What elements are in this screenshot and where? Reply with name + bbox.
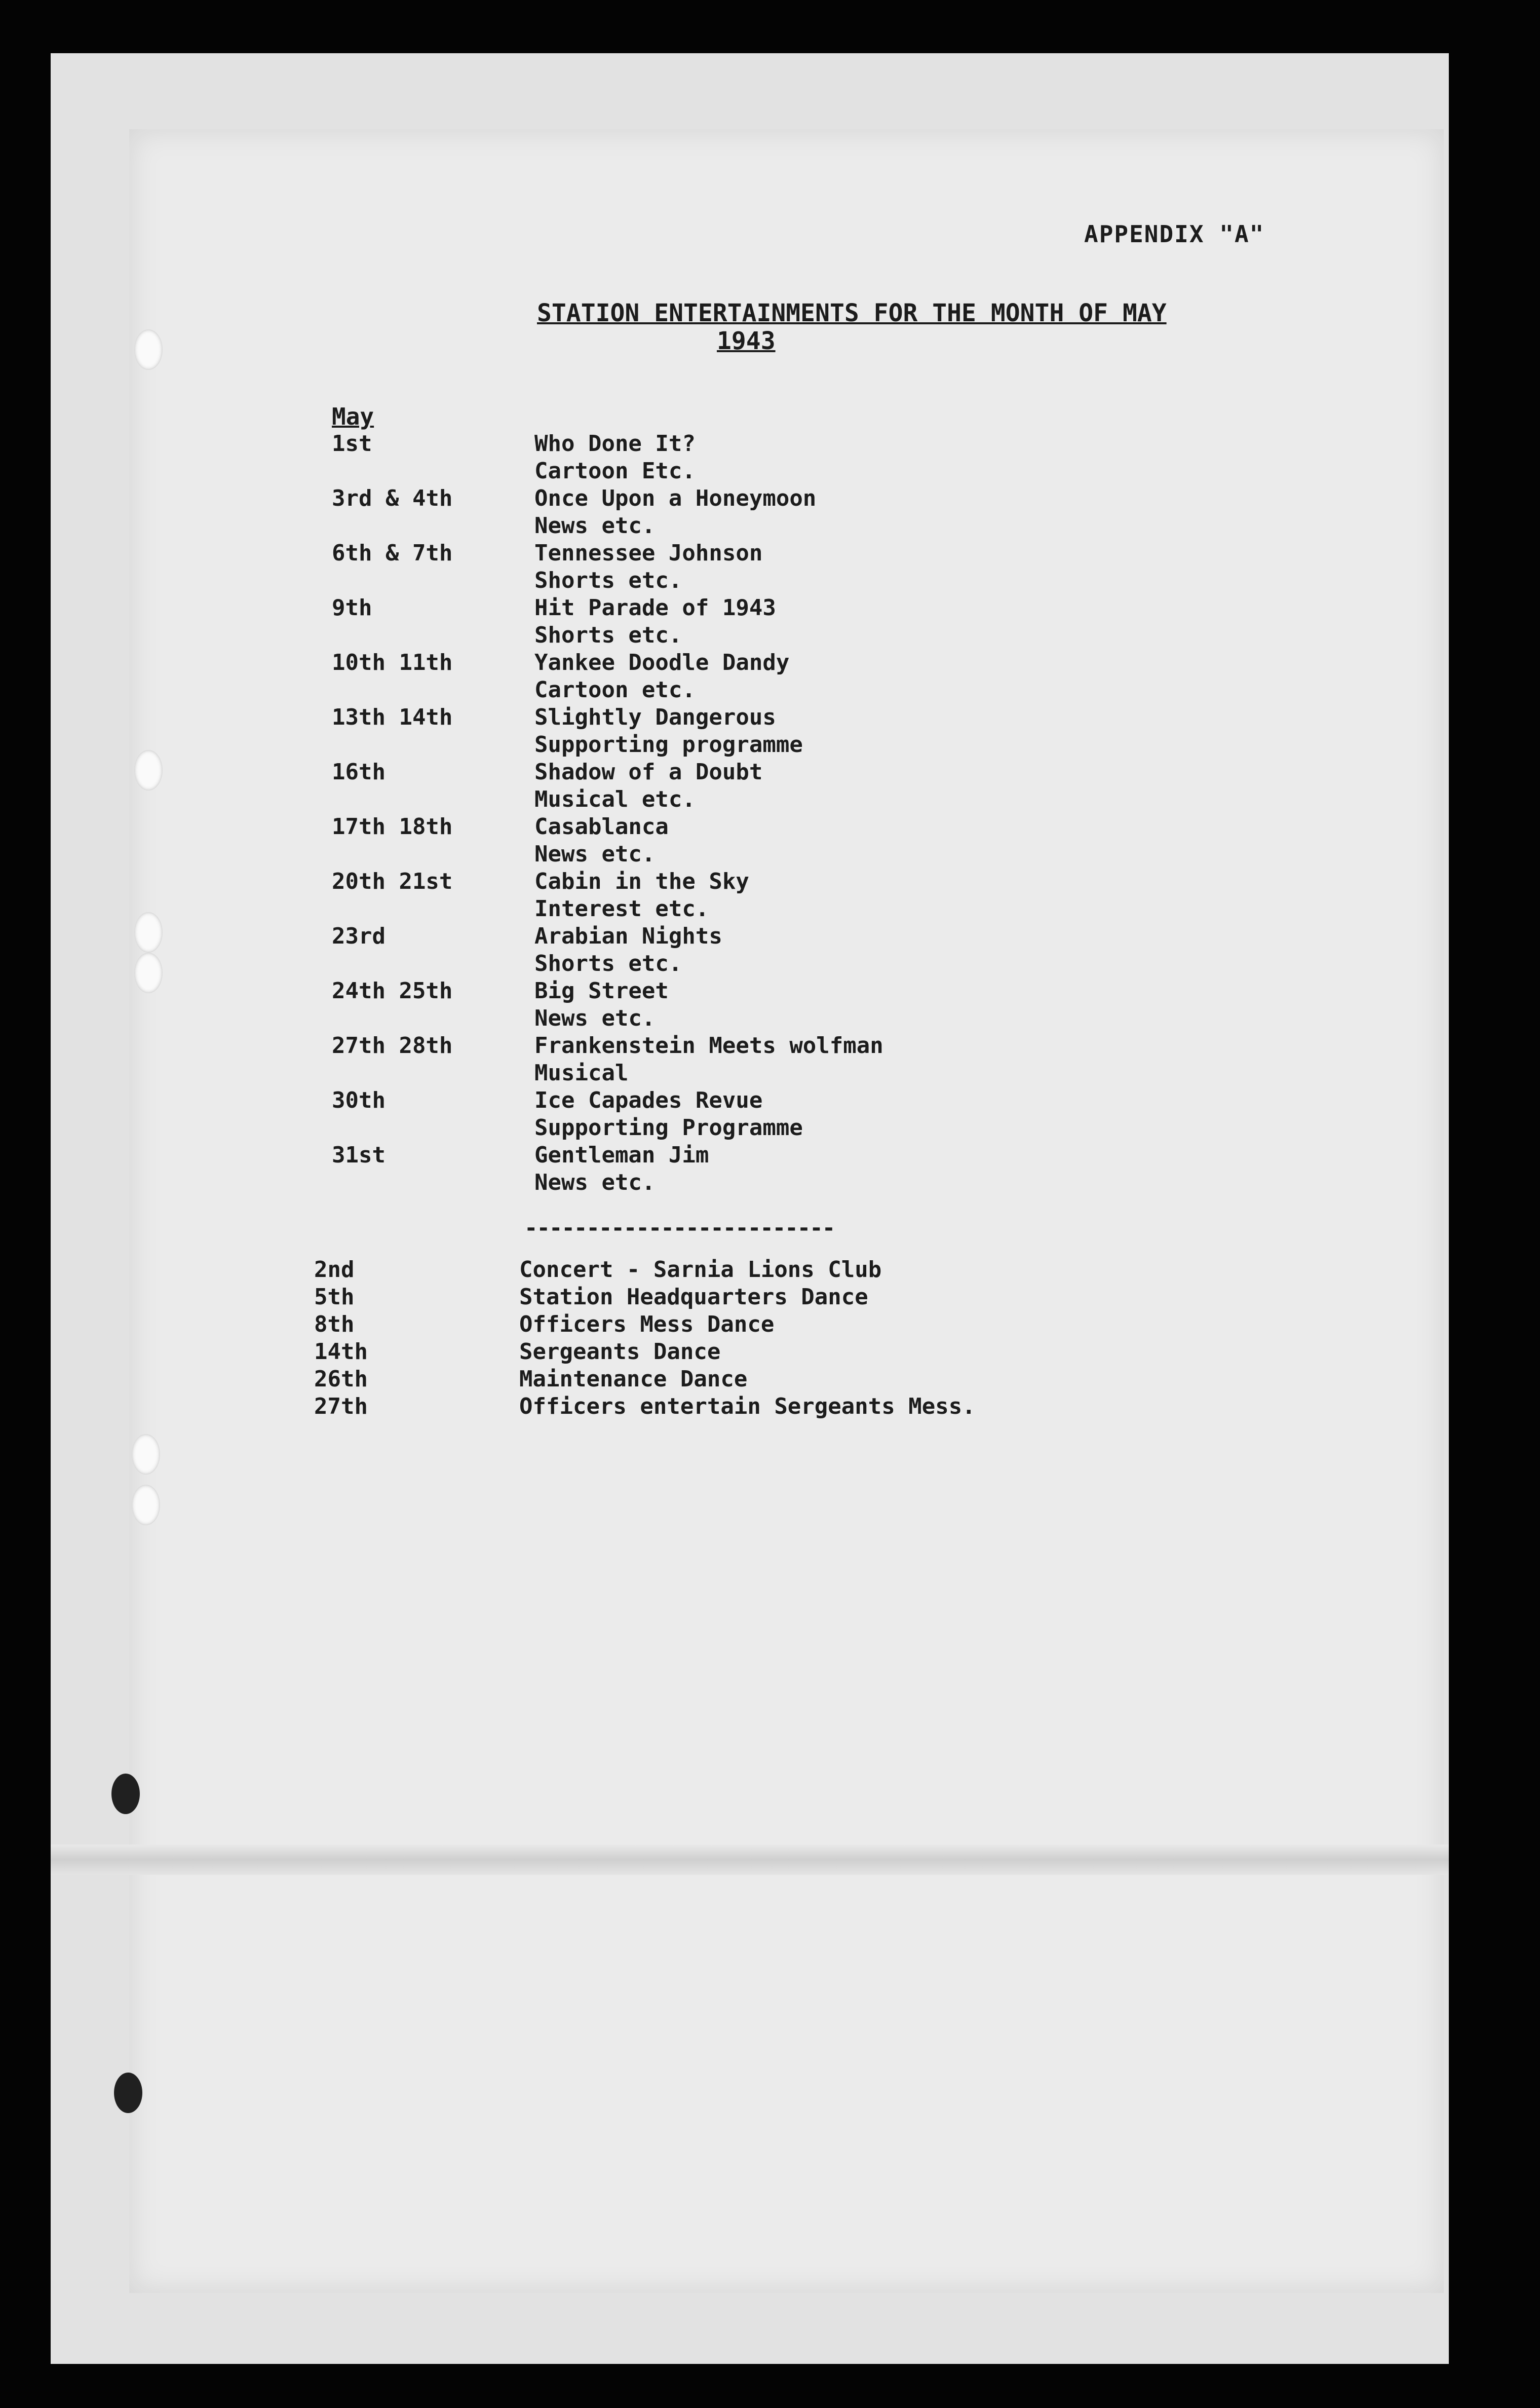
film-title: Arabian Nights — [534, 923, 722, 949]
event-description: Concert - Sarnia Lions Club — [519, 1257, 882, 1283]
punch-hole — [132, 1485, 160, 1525]
film-title: Frankenstein Meets wolfman — [534, 1033, 883, 1059]
film-title: Once Upon a Honeymoon — [534, 485, 817, 511]
appendix-label: APPENDIX "A" — [1084, 220, 1265, 248]
film-date: 20th 21st — [332, 869, 453, 894]
punch-hole — [134, 953, 163, 993]
event-date: 14th — [314, 1339, 368, 1365]
event-date: 2nd — [314, 1257, 355, 1283]
page-title: STATION ENTERTAINMENTS FOR THE MONTH OF MAY — [537, 299, 1167, 327]
document-page — [129, 129, 1444, 2293]
film-supporting: Musical etc. — [534, 786, 696, 812]
film-title: Yankee Doodle Dandy — [534, 650, 790, 675]
film-date: 16th — [332, 759, 386, 785]
film-supporting: Shorts etc. — [534, 568, 682, 593]
film-supporting: News etc. — [534, 513, 656, 539]
film-date: 13th 14th — [332, 704, 453, 730]
film-supporting: Supporting Programme — [534, 1115, 803, 1141]
event-date: 5th — [314, 1284, 355, 1310]
page-fold — [51, 1845, 1449, 1875]
event-description: Maintenance Dance — [519, 1366, 748, 1392]
page-year: 1943 — [717, 327, 776, 355]
film-title: Cabin in the Sky — [534, 869, 749, 894]
film-title: Gentleman Jim — [534, 1142, 709, 1168]
event-description: Sergeants Dance — [519, 1339, 721, 1365]
film-date: 17th 18th — [332, 814, 453, 840]
event-description: Officers entertain Sergeants Mess. — [519, 1394, 976, 1419]
punch-hole — [132, 1434, 160, 1475]
film-title: Casablanca — [534, 814, 669, 840]
film-supporting: Cartoon etc. — [534, 677, 696, 703]
film-date: 27th 28th — [332, 1033, 453, 1059]
film-date: 1st — [332, 431, 372, 457]
film-title: Hit Parade of 1943 — [534, 595, 776, 621]
film-date: 31st — [332, 1142, 386, 1168]
event-date: 26th — [314, 1366, 368, 1392]
film-title: Big Street — [534, 978, 669, 1004]
film-title: Tennessee Johnson — [534, 540, 763, 566]
punch-hole — [134, 750, 163, 791]
film-date: 6th & 7th — [332, 540, 453, 566]
film-supporting: News etc. — [534, 1005, 656, 1031]
film-title: Ice Capades Revue — [534, 1087, 763, 1113]
film-supporting: News etc. — [534, 841, 656, 867]
film-title: Shadow of a Doubt — [534, 759, 763, 785]
film-supporting: Interest etc. — [534, 896, 709, 922]
film-supporting: Musical — [534, 1060, 629, 1086]
film-supporting: News etc. — [534, 1170, 656, 1195]
month-heading: May — [332, 403, 374, 430]
film-title: Who Done It? — [534, 431, 696, 457]
film-supporting: Shorts etc. — [534, 622, 682, 648]
event-description: Officers Mess Dance — [519, 1311, 775, 1337]
film-date: 23rd — [332, 923, 386, 949]
film-date: 30th — [332, 1087, 386, 1113]
punch-hole — [134, 329, 163, 370]
film-date: 24th 25th — [332, 978, 453, 1004]
punch-hole — [111, 1774, 140, 1814]
film-supporting: Cartoon Etc. — [534, 458, 696, 484]
separator-line: ------------------------- — [524, 1215, 835, 1241]
punch-hole — [134, 912, 163, 953]
film-supporting: Supporting programme — [534, 732, 803, 758]
event-date: 27th — [314, 1394, 368, 1419]
film-date: 10th 11th — [332, 650, 453, 675]
event-description: Station Headquarters Dance — [519, 1284, 868, 1310]
film-date: 3rd & 4th — [332, 485, 453, 511]
film-supporting: Shorts etc. — [534, 951, 682, 976]
punch-hole — [114, 2073, 142, 2113]
film-date: 9th — [332, 595, 372, 621]
event-date: 8th — [314, 1311, 355, 1337]
film-title: Slightly Dangerous — [534, 704, 776, 730]
